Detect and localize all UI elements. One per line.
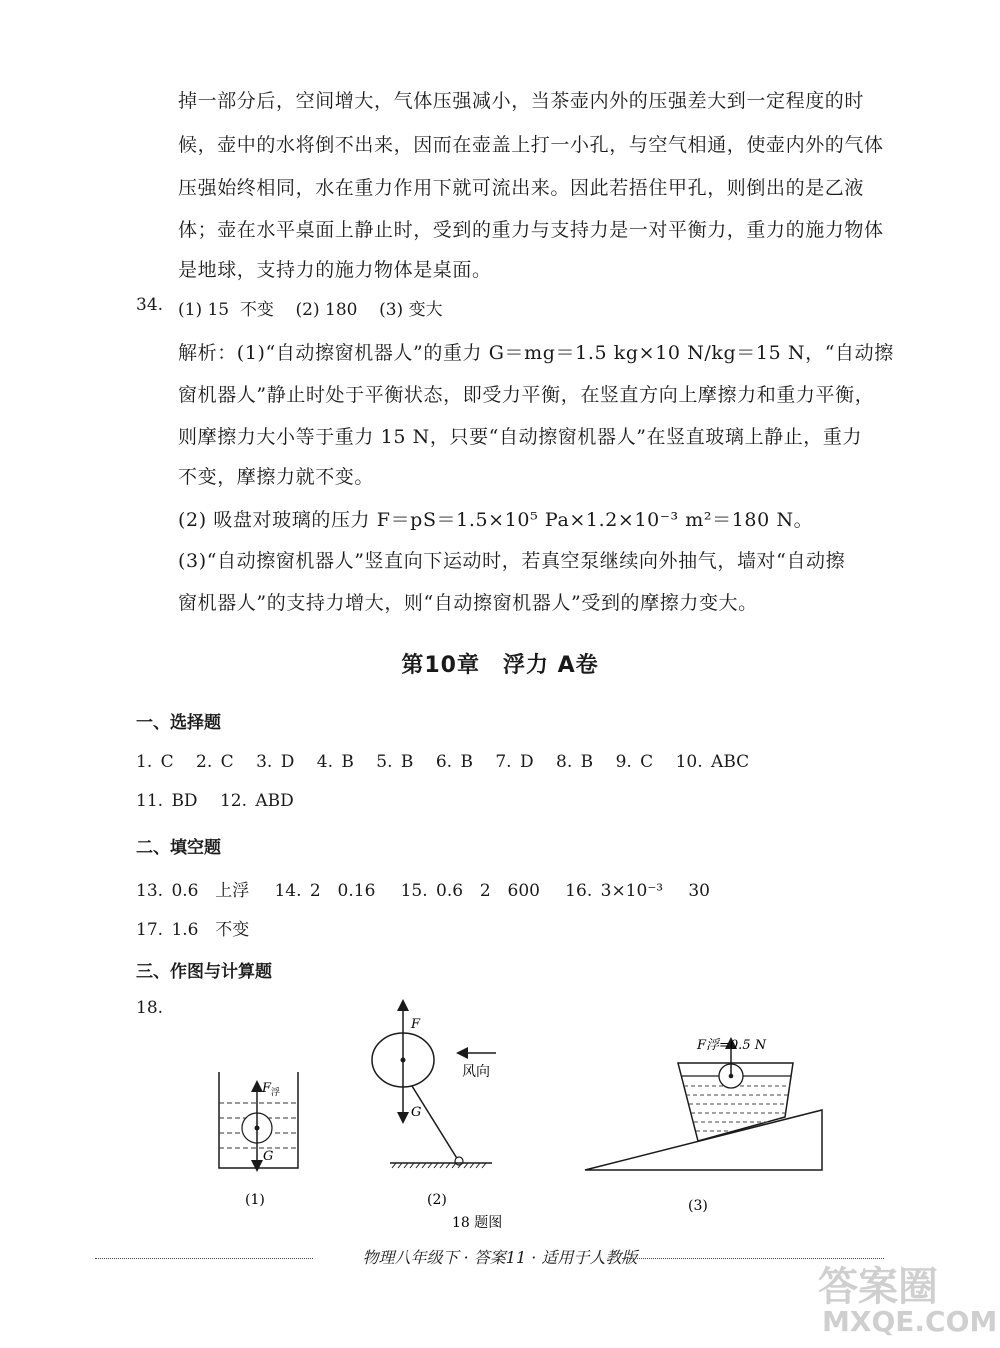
answer-6: 6. B: [435, 752, 473, 772]
gravity-label: G: [263, 1149, 274, 1164]
figure-18: [0, 990, 1000, 1240]
prev-line-1: 掉一部分后，空间增大，气体压强减小，当茶壶内外的压强差大到一定程度的时: [178, 90, 865, 112]
diagram-2-balloon: [372, 1005, 496, 1168]
q34-analysis-1: 解析：(1)“自动擦窗机器人”的重力 G＝mg＝1.5 kg×10 N/kg＝15 N，“自动擦: [178, 342, 894, 364]
caption-2: (2): [427, 1192, 447, 1208]
section1-row2: [136, 791, 308, 811]
q34-analysis-5: (2) 吸盘对玻璃的压力 F＝pS＝1.5×10⁵ Pa×1.2×10⁻³ m²＝180 N。: [178, 509, 814, 531]
tether-rope: [412, 1086, 458, 1160]
answer-10: 10. ABC: [675, 752, 750, 772]
buoyancy-label: $F_浮$: [262, 1081, 281, 1098]
diagram-3-slope: [585, 1038, 822, 1170]
watermark-url: MXQE.COM: [822, 1305, 998, 1338]
wind-label: 风向: [462, 1064, 490, 1080]
slope-buoyancy-label: F浮=0.5 N: [697, 1038, 767, 1053]
caption-1: (1): [245, 1192, 265, 1208]
answer-4: 4. B: [316, 752, 354, 772]
answer-8: 8. B: [556, 752, 594, 772]
q34-analysis-7: 窗机器人”的支持力增大，则“自动擦窗机器人”受到的摩擦力变大。: [178, 592, 758, 614]
prev-line-2: 候，壶中的水将倒不出来，因而在壶盖上打一小孔，与空气相通，使壶内外的气体: [178, 134, 884, 156]
prev-line-3: 压强始终相同，水在重力作用下就可流出来。因此若捂住甲孔，则倒出的是乙液: [178, 177, 865, 199]
q34-number: 34.: [136, 295, 164, 315]
chapter-title: 第10章 浮力 A卷: [401, 653, 599, 678]
q18-number: 18.: [136, 998, 164, 1018]
answer-7: 7. D: [495, 752, 534, 772]
section3-heading: 三、作图与计算题: [136, 962, 272, 982]
section2-heading: 二、填空题: [136, 838, 221, 858]
answer-5: 5. B: [376, 752, 414, 772]
answer-3: 3. D: [256, 752, 295, 772]
footer-divider-left: [95, 1258, 313, 1259]
answer-9: 9. C: [615, 752, 654, 772]
section1-heading: 一、选择题: [136, 713, 221, 733]
section2-row2: 17. 1.6 不变: [136, 920, 250, 940]
page-footer: 物理八年级下 · 答案11 · 适用于人教版: [362, 1248, 638, 1267]
balloon-gravity-label: G: [411, 1105, 422, 1120]
answer-12: 12. ABD: [219, 791, 294, 811]
section2-row1: 13. 0.6 上浮 14. 2 0.16 15. 0.6 2 600 16. 3×10⁻³ 30: [136, 881, 710, 901]
prev-line-4: 体；壶在水平桌面上静止时，受到的重力与支持力是一对平衡力，重力的施力物体: [178, 219, 884, 241]
answer-2: 2. C: [196, 752, 234, 772]
watermark-logo: 答案圈: [818, 1264, 938, 1310]
figure-caption: 18 题图: [452, 1215, 503, 1231]
answer-11: 11. BD: [136, 791, 198, 811]
diagram-1-beaker: [219, 1072, 298, 1168]
q34-answer: (1) 15 不变 (2) 180 (3) 变大: [178, 300, 443, 320]
caption-3: (3): [688, 1198, 708, 1214]
q34-analysis-2: 窗机器人”静止时处于平衡状态，即受力平衡，在竖直方向上摩擦力和重力平衡，: [178, 384, 875, 406]
prev-line-5: 是地球，支持力的施力物体是桌面。: [178, 259, 492, 281]
answer-1: 1. C: [136, 752, 174, 772]
lift-label: F: [411, 1017, 421, 1032]
q34-analysis-3: 则摩擦力大小等于重力 15 N，只要“自动擦窗机器人”在竖直玻璃上静止，重力: [178, 426, 863, 448]
section1-row1: [136, 752, 763, 772]
q34-analysis-6: (3)“自动擦窗机器人”竖直向下运动时，若真空泵继续向外抽气，墙对“自动擦: [178, 550, 846, 572]
q34-analysis-4: 不变，摩擦力就不变。: [178, 466, 375, 488]
